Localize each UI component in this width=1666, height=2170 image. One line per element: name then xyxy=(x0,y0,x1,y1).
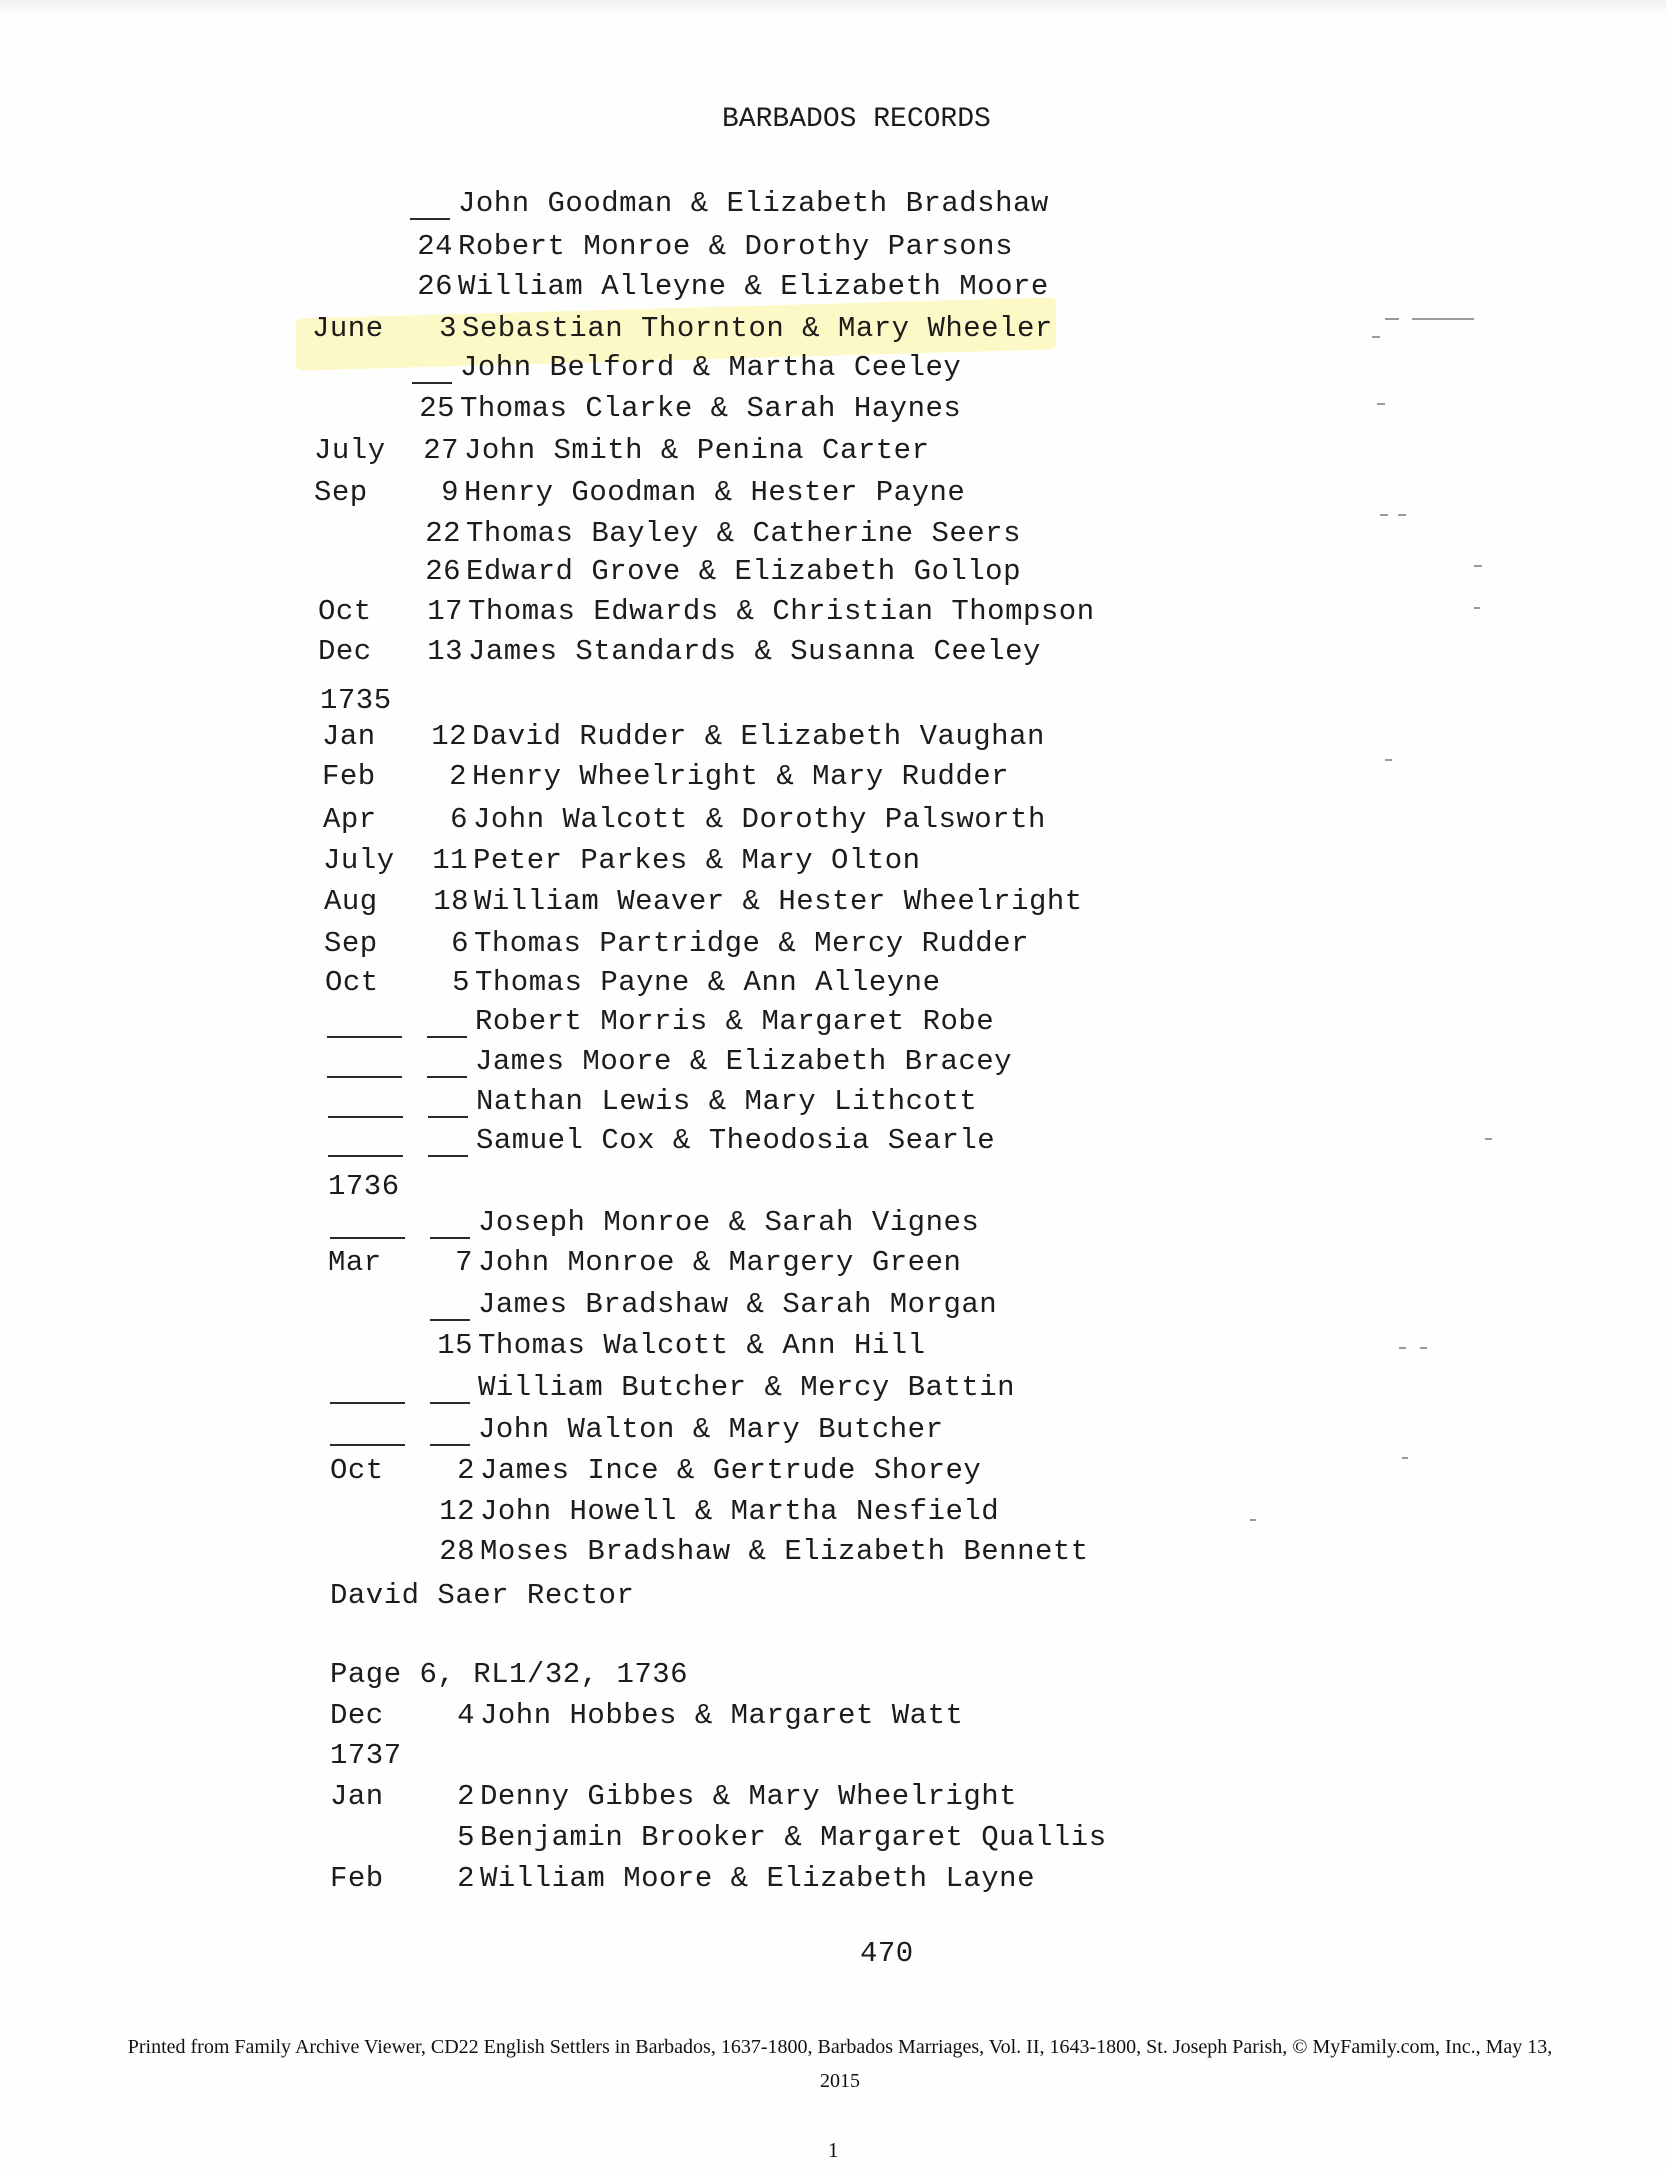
record-names: John Goodman & Elizabeth Bradshaw xyxy=(458,187,1049,220)
record-names: William Alleyne & Elizabeth Moore xyxy=(458,270,1049,303)
record-names: Peter Parkes & Mary Olton xyxy=(473,844,921,877)
record-names: James Bradshaw & Sarah Morgan xyxy=(478,1288,998,1321)
record-day: 26 xyxy=(425,555,461,588)
record-day: 2 xyxy=(457,1862,475,1895)
record-day: 15 xyxy=(437,1329,473,1362)
record-row-highlighted xyxy=(312,309,1053,349)
year-heading-1737: 1737 xyxy=(330,1739,402,1772)
record-row xyxy=(330,1492,1000,1532)
record-day: 2 xyxy=(449,760,467,793)
record-row xyxy=(328,1368,1016,1408)
record-row xyxy=(322,757,1010,797)
record-names: David Rudder & Elizabeth Vaughan xyxy=(472,720,1045,753)
scan-speck xyxy=(1474,565,1482,567)
record-row xyxy=(324,882,1083,922)
record-row xyxy=(322,717,1045,757)
record-names: Robert Monroe & Dorothy Parsons xyxy=(458,230,1013,263)
blank-month-line xyxy=(327,1036,402,1038)
sheet-number: 1 xyxy=(828,2138,839,2162)
blank-day-line xyxy=(428,1116,468,1118)
record-month: Dec xyxy=(330,1699,384,1732)
scan-speck xyxy=(1474,607,1480,609)
blank-month-line xyxy=(328,1116,403,1118)
page-title: BARBADOS RECORDS xyxy=(722,104,991,135)
record-row xyxy=(316,514,1021,554)
record-month: Feb xyxy=(322,760,376,793)
record-month: Jan xyxy=(322,720,376,753)
record-names: William Moore & Elizabeth Layne xyxy=(480,1862,1035,1895)
blank-day-line xyxy=(427,1036,467,1038)
record-row xyxy=(326,1082,978,1122)
record-names: William Weaver & Hester Wheelright xyxy=(474,885,1083,918)
record-row xyxy=(328,1243,962,1283)
scan-speck xyxy=(1372,336,1380,338)
record-row xyxy=(328,1410,944,1450)
record-day: 24 xyxy=(417,230,453,263)
record-names: Benjamin Brooker & Margaret Quallis xyxy=(480,1821,1107,1854)
record-row xyxy=(328,1203,980,1243)
record-row xyxy=(330,1777,1018,1817)
scan-edge-shadow xyxy=(0,0,1666,14)
blank-day-line xyxy=(428,1155,468,1157)
record-row xyxy=(330,1532,1089,1572)
record-names: Thomas Edwards & Christian Thompson xyxy=(468,595,1095,628)
blank-day-line xyxy=(430,1237,470,1239)
record-month: Dec xyxy=(318,635,372,668)
record-day: 11 xyxy=(432,844,468,877)
record-names: James Ince & Gertrude Shorey xyxy=(480,1454,982,1487)
record-day: 17 xyxy=(427,595,463,628)
scan-speck xyxy=(1385,759,1392,761)
record-day: 7 xyxy=(455,1246,473,1279)
record-names: William Butcher & Mercy Battin xyxy=(478,1371,1016,1404)
record-day: 26 xyxy=(417,270,453,303)
record-day: 5 xyxy=(452,966,470,999)
record-row xyxy=(308,184,1049,224)
record-day: 22 xyxy=(425,517,461,550)
record-row xyxy=(310,348,962,388)
blank-day-line xyxy=(430,1319,470,1321)
record-names: John Monroe & Margery Green xyxy=(478,1246,962,1279)
record-names: Henry Goodman & Hester Payne xyxy=(464,476,966,509)
record-row xyxy=(314,431,930,471)
record-day: 6 xyxy=(450,803,468,836)
record-day: 18 xyxy=(433,885,469,918)
record-row xyxy=(314,473,966,513)
record-row xyxy=(330,1859,1035,1899)
record-month: Oct xyxy=(325,966,379,999)
footer-line-2: 2015 xyxy=(820,2070,860,2092)
footer-line-1: Printed from Family Archive Viewer, CD22 English Settlers in Barbados, 1637-1800, Barbados Marriages, Vol. II, 1643-1800, St. Joseph Parish, © MyFamily.com, Inc., May 13, xyxy=(127,2036,1553,2058)
record-names: John Howell & Martha Nesfield xyxy=(480,1495,1000,1528)
record-day: 9 xyxy=(441,476,459,509)
blank-month-line xyxy=(330,1237,405,1239)
record-day: 4 xyxy=(457,1699,475,1732)
record-row xyxy=(308,267,1049,307)
blank-day-line xyxy=(412,382,452,384)
record-names: Nathan Lewis & Mary Lithcott xyxy=(476,1085,978,1118)
rector-signature: David Saer Rector xyxy=(330,1579,635,1612)
print-footer xyxy=(30,2030,1650,2098)
record-row xyxy=(330,1818,1107,1858)
record-month: Oct xyxy=(318,595,372,628)
record-row xyxy=(318,592,1095,632)
scan-speck xyxy=(1398,514,1406,516)
record-names: Thomas Clarke & Sarah Haynes xyxy=(460,392,962,425)
record-month: Apr xyxy=(323,803,377,836)
record-day: 6 xyxy=(451,927,469,960)
record-names: John Hobbes & Margaret Watt xyxy=(480,1699,964,1732)
record-month: Feb xyxy=(330,1862,384,1895)
blank-day-line xyxy=(430,1444,470,1446)
page-reference-heading: Page 6, RL1/32, 1736 xyxy=(330,1658,689,1691)
scan-speck xyxy=(1420,1347,1427,1349)
record-row xyxy=(330,1696,964,1736)
blank-month-line xyxy=(330,1444,405,1446)
record-names: Robert Morris & Margaret Robe xyxy=(475,1005,995,1038)
record-names: Sebastian Thornton & Mary Wheeler xyxy=(462,312,1053,345)
record-names: James Moore & Elizabeth Bracey xyxy=(475,1045,1013,1078)
record-names: Moses Bradshaw & Elizabeth Bennett xyxy=(480,1535,1089,1568)
year-heading-1736: 1736 xyxy=(328,1170,400,1203)
blank-month-line xyxy=(330,1402,405,1404)
blank-month-line xyxy=(328,1155,403,1157)
blank-day-line xyxy=(427,1076,467,1078)
record-month: Sep xyxy=(324,927,378,960)
record-day: 2 xyxy=(457,1454,475,1487)
scan-speck xyxy=(1385,318,1399,320)
record-row xyxy=(318,632,1041,672)
record-row xyxy=(325,963,941,1003)
record-row xyxy=(324,924,1029,964)
scan-speck xyxy=(1399,1347,1406,1349)
record-names: Joseph Monroe & Sarah Vignes xyxy=(478,1206,980,1239)
record-names: Denny Gibbes & Mary Wheelright xyxy=(480,1780,1018,1813)
record-day: 27 xyxy=(423,434,459,467)
record-row xyxy=(328,1285,998,1325)
record-day: 3 xyxy=(439,312,457,345)
scan-speck xyxy=(1377,403,1385,405)
record-day: 12 xyxy=(439,1495,475,1528)
record-month: July xyxy=(314,434,386,467)
record-row xyxy=(316,552,1021,592)
record-month: July xyxy=(323,844,395,877)
record-names: James Standards & Susanna Ceeley xyxy=(468,635,1041,668)
record-row xyxy=(325,1042,1013,1082)
record-day: 5 xyxy=(457,1821,475,1854)
record-names: John Walton & Mary Butcher xyxy=(478,1413,944,1446)
scan-speck xyxy=(1380,514,1388,516)
record-names: John Belford & Martha Ceeley xyxy=(460,351,962,384)
record-names: Thomas Payne & Ann Alleyne xyxy=(475,966,941,999)
record-month: Oct xyxy=(330,1454,384,1487)
record-row xyxy=(323,841,921,881)
record-names: Thomas Walcott & Ann Hill xyxy=(478,1329,926,1362)
record-row xyxy=(326,1121,996,1161)
blank-month-line xyxy=(327,1076,402,1078)
record-row xyxy=(330,1451,982,1491)
record-month: Sep xyxy=(314,476,368,509)
record-day: 2 xyxy=(457,1780,475,1813)
record-day: 12 xyxy=(431,720,467,753)
record-month: Aug xyxy=(324,885,378,918)
record-row xyxy=(308,227,1013,267)
record-row xyxy=(310,389,962,429)
blank-day-line xyxy=(430,1402,470,1404)
record-day: 13 xyxy=(427,635,463,668)
record-names: Henry Wheelright & Mary Rudder xyxy=(472,760,1010,793)
record-day: 28 xyxy=(439,1535,475,1568)
record-month: Mar xyxy=(328,1246,382,1279)
record-row xyxy=(328,1326,926,1366)
record-names: John Walcott & Dorothy Palsworth xyxy=(473,803,1046,836)
scan-speck xyxy=(1402,1457,1408,1459)
record-row xyxy=(323,800,1046,840)
record-names: Thomas Bayley & Catherine Seers xyxy=(466,517,1021,550)
record-day: 25 xyxy=(419,392,455,425)
scan-speck xyxy=(1412,318,1474,320)
record-names: Thomas Partridge & Mercy Rudder xyxy=(474,927,1029,960)
scan-speck xyxy=(1250,1519,1256,1521)
record-row xyxy=(325,1002,995,1042)
blank-day-line xyxy=(410,218,450,220)
scan-speck xyxy=(1485,1138,1492,1140)
record-names: John Smith & Penina Carter xyxy=(464,434,930,467)
year-heading-1735: 1735 xyxy=(320,684,392,717)
record-month: Jan xyxy=(330,1780,384,1813)
record-names: Edward Grove & Elizabeth Gollop xyxy=(466,555,1021,588)
record-names: Samuel Cox & Theodosia Searle xyxy=(476,1124,996,1157)
page-number: 470 xyxy=(860,1937,914,1970)
record-month: June xyxy=(312,312,384,345)
